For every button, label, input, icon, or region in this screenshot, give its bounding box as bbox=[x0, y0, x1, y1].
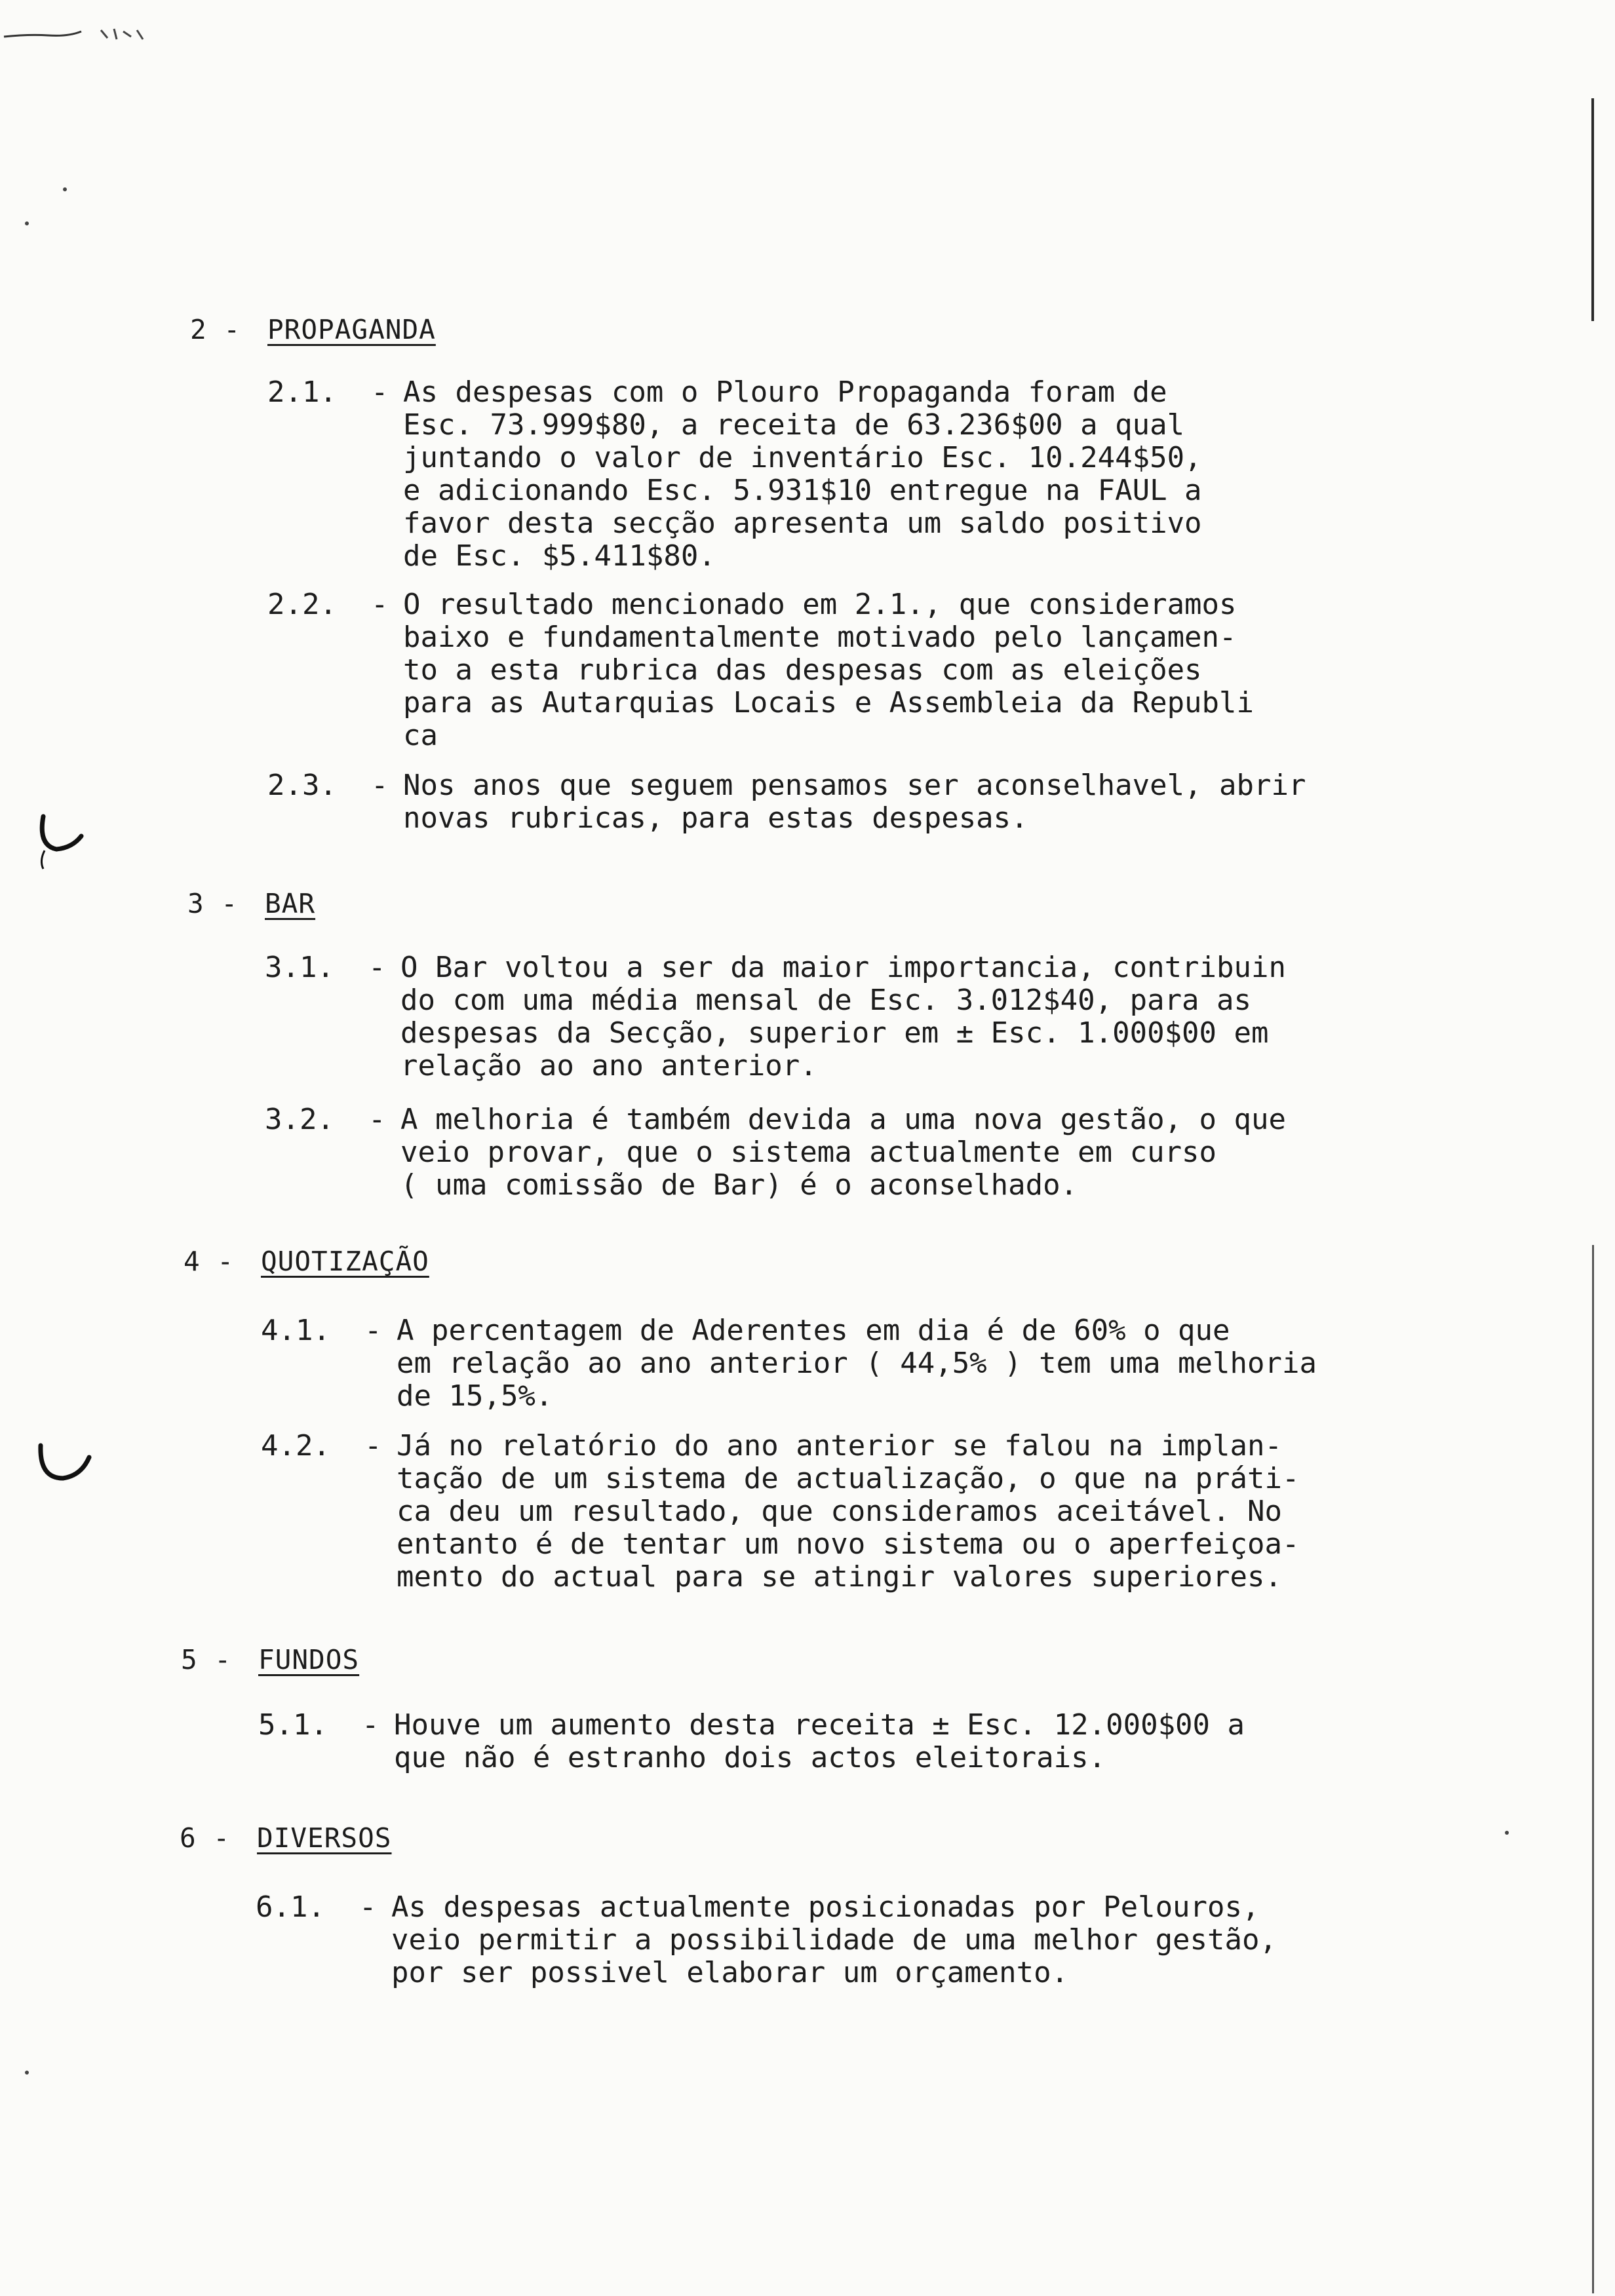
text-line: Houve um aumento desta receita ± Esc. 12.000$00 a bbox=[394, 1708, 1245, 1742]
item-dash: - bbox=[359, 1890, 377, 1924]
item-text bbox=[400, 951, 1286, 1082]
section-number: 3 - bbox=[187, 888, 239, 919]
text-line: de 15,5%. bbox=[397, 1379, 553, 1413]
item-number: 2.1. bbox=[267, 375, 337, 409]
item-text bbox=[403, 376, 1202, 573]
section-heading bbox=[184, 1245, 429, 1278]
item-dash: - bbox=[371, 375, 389, 409]
text-line: ca bbox=[403, 719, 438, 752]
hole-punch-mark-upper bbox=[26, 813, 89, 871]
scan-speck bbox=[25, 221, 29, 225]
item-number: 2.2. bbox=[267, 588, 337, 621]
item-text bbox=[397, 1430, 1300, 1594]
section-number: 6 - bbox=[180, 1822, 231, 1854]
section-heading bbox=[181, 1643, 359, 1676]
text-line: que não é estranho dois actos eleitorais. bbox=[394, 1741, 1106, 1774]
text-line: Esc. 73.999$80, a receita de 63.236$00 a qual bbox=[403, 408, 1185, 442]
text-line: to a esta rubrica das despesas com as eleições bbox=[403, 653, 1202, 687]
page-edge-line bbox=[1591, 98, 1594, 321]
item-number: 2.3. bbox=[267, 769, 337, 802]
item-dash: - bbox=[362, 1708, 379, 1742]
text-line: e adicionando Esc. 5.931$10 entregue na FAUL a bbox=[403, 474, 1202, 507]
text-line: veio permitir a possibilidade de uma melhor gestão, bbox=[391, 1923, 1277, 1957]
scan-speck bbox=[25, 2071, 29, 2075]
item-text bbox=[397, 1314, 1317, 1413]
text-line: ca deu um resultado, que consideramos aceitável. No bbox=[397, 1495, 1283, 1528]
text-line: Já no relatório do ano anterior se falou na implan- bbox=[397, 1429, 1283, 1463]
item-dash: - bbox=[364, 1429, 382, 1463]
text-line: ( uma comissão de Bar) é o aconselhado. bbox=[400, 1168, 1078, 1202]
text-line: juntando o valor de inventário Esc. 10.244$50, bbox=[403, 441, 1202, 474]
section-heading bbox=[180, 1822, 391, 1854]
section-title: DIVERSOS bbox=[257, 1822, 392, 1854]
section-title: BAR bbox=[265, 888, 316, 919]
text-line: do com uma média mensal de Esc. 3.012$40, para as bbox=[400, 984, 1252, 1017]
item-number: 3.1. bbox=[265, 951, 334, 984]
section-title: QUOTIZAÇÃO bbox=[261, 1246, 429, 1277]
section-title: PROPAGANDA bbox=[267, 314, 436, 345]
text-line: O resultado mencionado em 2.1., que consideramos bbox=[403, 588, 1237, 621]
text-line: relação ao ano anterior. bbox=[400, 1049, 817, 1082]
text-line: As despesas com o Plouro Propaganda foram de bbox=[403, 375, 1167, 409]
scan-smudge-top-left bbox=[3, 25, 160, 41]
text-line: em relação ao ano anterior ( 44,5% ) tem uma melhoria bbox=[397, 1347, 1317, 1380]
item-number: 6.1. bbox=[256, 1890, 325, 1924]
text-line: para as Autarquias Locais e Assembleia da Republi bbox=[403, 686, 1255, 719]
text-line: por ser possivel elaborar um orçamento. bbox=[391, 1956, 1069, 1989]
text-line: despesas da Secção, superior em ± Esc. 1.000$00 em bbox=[400, 1016, 1269, 1050]
item-text bbox=[403, 769, 1306, 835]
text-line: A melhoria é também devida a uma nova gestão, o que bbox=[400, 1103, 1287, 1136]
text-line: Nos anos que seguem pensamos ser aconselhavel, abrir bbox=[403, 769, 1306, 802]
item-dash: - bbox=[368, 951, 386, 984]
scan-speck bbox=[1505, 1831, 1509, 1835]
item-dash: - bbox=[364, 1314, 382, 1347]
section-number: 5 - bbox=[181, 1644, 232, 1675]
item-text bbox=[400, 1103, 1286, 1202]
item-dash: - bbox=[371, 588, 389, 621]
page-edge-line bbox=[1592, 1245, 1594, 2293]
item-text bbox=[391, 1891, 1277, 1989]
item-number: 3.2. bbox=[265, 1103, 334, 1136]
text-line: tação de um sistema de actualização, o que na práti- bbox=[397, 1462, 1300, 1495]
text-line: veio provar, que o sistema actualmente em curso bbox=[400, 1136, 1217, 1169]
text-line: A percentagem de Aderentes em dia é de 60% o que bbox=[397, 1314, 1230, 1347]
text-line: favor desta secção apresenta um saldo positivo bbox=[403, 507, 1202, 540]
text-line: mento do actual para se atingir valores superiores. bbox=[397, 1560, 1283, 1594]
item-text bbox=[403, 588, 1254, 752]
text-line: O Bar voltou a ser da maior importancia, contribuin bbox=[400, 951, 1287, 984]
hole-punch-mark-lower bbox=[26, 1442, 98, 1487]
text-line: novas rubricas, para estas despesas. bbox=[403, 801, 1028, 835]
item-text bbox=[394, 1709, 1245, 1774]
text-line: baixo e fundamentalmente motivado pelo lançamen- bbox=[403, 621, 1237, 654]
section-title: FUNDOS bbox=[258, 1644, 360, 1675]
item-number: 4.1. bbox=[261, 1314, 330, 1347]
section-number: 4 - bbox=[184, 1246, 235, 1277]
scan-speck bbox=[63, 187, 67, 191]
item-number: 5.1. bbox=[258, 1708, 328, 1742]
section-heading bbox=[190, 313, 436, 346]
item-number: 4.2. bbox=[261, 1429, 330, 1463]
section-heading bbox=[187, 887, 315, 920]
item-dash: - bbox=[371, 769, 389, 802]
section-number: 2 - bbox=[190, 314, 241, 345]
text-line: entanto é de tentar um novo sistema ou o aperfeiçoa- bbox=[397, 1527, 1300, 1561]
item-dash: - bbox=[368, 1103, 386, 1136]
text-line: de Esc. $5.411$80. bbox=[403, 539, 716, 573]
text-line: As despesas actualmente posicionadas por Pelouros, bbox=[391, 1890, 1260, 1924]
